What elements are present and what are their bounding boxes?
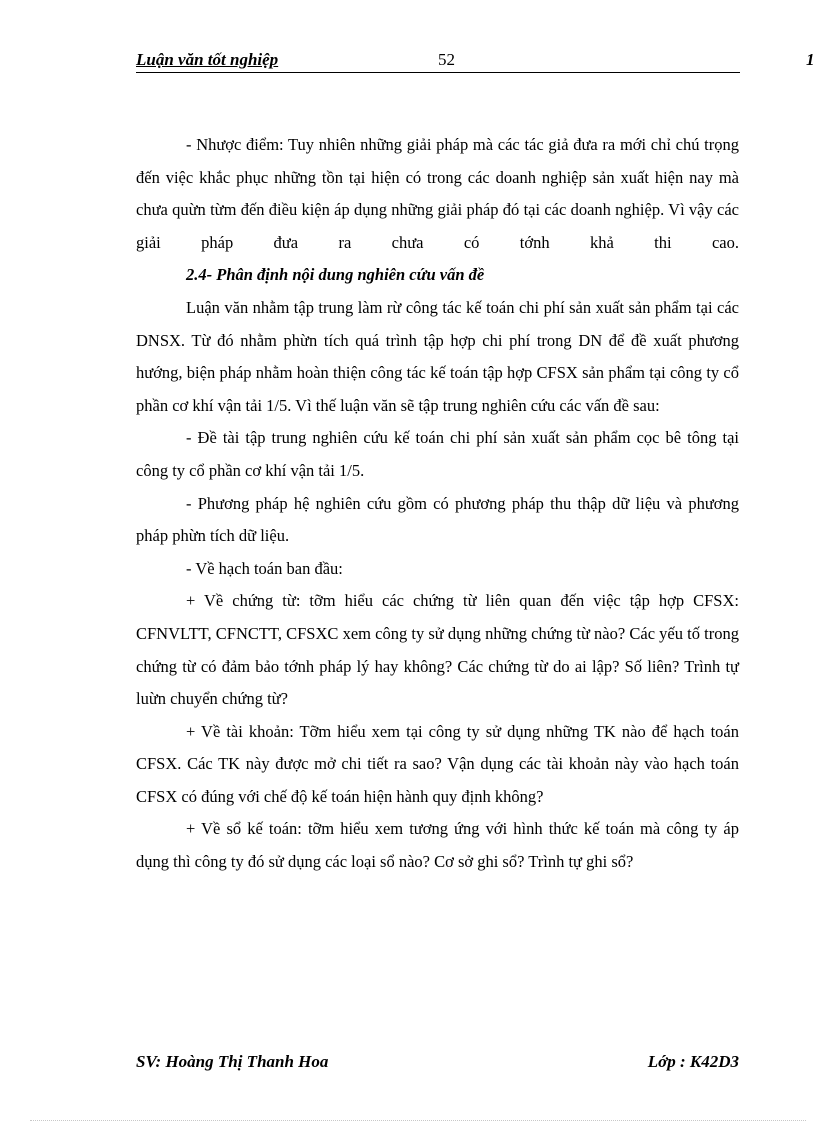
document-body [136,129,739,879]
section-heading: 2.4- Phân định nội dung nghiên cứu vấn đề [186,265,485,285]
page-header [136,48,740,73]
paragraph-vouchers: + Về chứng từ: tỡm hiểu các chứng từ liên quan đến việc tập hợp CFSX: CFNVLTT, CFNCTT, CFSXC xem công ty sử dụng những chứng từ nào? Các yếu tố trong chứng từ có đảm bảo tớnh pháp lý hay không? Các chứng từ do ai lập? Số liên? Trình tự luừn chuyển chứng từ? [136,591,739,709]
paragraph-scope: - Đề tài tập trung nghiên cứu kế toán chi phí sản xuất sản phẩm cọc bê tông tại công ty cổ phần cơ khí vận tải 1/5. [136,428,739,480]
page-number: 52 [438,50,455,69]
paragraph-initial-accounting: - Về hạch toán ban đầu: [186,558,343,578]
page-bottom-divider [30,1120,806,1121]
paragraph-methods: - Phương pháp hệ nghiên cứu gồm có phương pháp thu thập dữ liệu và phương pháp phừn tích dữ liệu. [136,493,739,546]
page-footer [136,1052,739,1078]
paragraph-drawbacks: - Nhược điểm: Tuy nhiên những giải pháp mà các tác giả đưa ra mới chỉ chú trọng đến việc khắc phục những tồn tại hiện có trong các doanh nghiệp sản xuất hiện nay mà chưa quừn từm đến điều kiện áp dụng những giải pháp đó tại các doanh nghiệp. Vì vậy các giải pháp đưa ra chưa có tớnh khả thi cao. [136,135,739,252]
footer-class: Lớp : K42D3 [647,1052,739,1071]
header-edge-char: 1 [806,50,815,69]
footer-student-name: SV: Hoàng Thị Thanh Hoa [136,1052,329,1071]
paragraph-ledgers: + Về sổ kế toán: tỡm hiểu xem tương ứng với hình thức kế toán mà công ty áp dụng thì công ty đó sử dụng các loại sổ nào? Cơ sở ghi sổ? Trình tự ghi sổ? [136,819,739,872]
paragraph-accounts: + Về tài khoản: Tỡm hiểu xem tại công ty sử dụng những TK nào để hạch toán CFSX. Các TK này được mở chi tiết ra sao? Vận dụng các tài khoản này vào hạch toán CFSX có đúng với chế độ kế toán hiện hành quy định không? [136,721,739,806]
header-title: Luận văn tốt nghiệp [136,50,279,69]
paragraph-thesis-focus: Luận văn nhằm tập trung làm rừ công tác kế toán chi phí sản xuất sản phẩm tại các DNSX. Từ đó nhằm phừn tích quá trình tập hợp chi phí trong DN để đề xuất phương hướng, biện pháp nhằm hoàn thiện công tác kế toán tập hợp CFSX sản phẩm tại công ty cổ phần cơ khí vận tải 1/5. Vì thế luận văn sẽ tập trung nghiên cứu các vấn đề sau: [136,297,739,415]
